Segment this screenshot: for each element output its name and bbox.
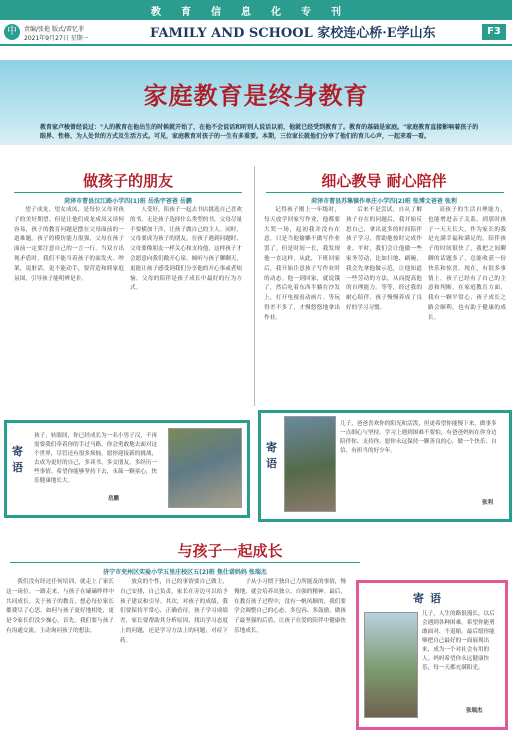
article2-byline: 菏泽市曹县苏集镇作单庄小学四(2)班 张博文爸爸 张利 xyxy=(311,198,457,205)
article1-column-1: 望子成龙、望女成凤，是每位父母对孩子的美好期望。但是让他们成龙成凤又谈何容易，孩子的教育问题是摆在父母面前的一道难题。孩子的模仿能力很强，父母在孩子面前一定要注意自己的一言一行。当双方出现矛盾时，我们不能当着孩子的面发火、吵架，说脏话，更不能动手，要营造和睦家庭氛围，引导孩子能明辨是非。 xyxy=(14,207,124,282)
newspaper-logo-icon: 中 xyxy=(4,24,20,40)
article1-byline: 菏泽市曹县汉江路小学四(1)班 岳浩宇爸爸 岳鹏 xyxy=(64,198,192,205)
article1-divider xyxy=(14,192,242,193)
page-title: FAMILY AND SCHOOL 家校连心桥·E学山东 xyxy=(150,26,436,41)
article2-column-2: 后来不是尝试，自从了解孩子存在的问题后，我开始反思自己，拿出更多的时间陪伴孩子学习，帮助他按时完成作业。平时，我们会让他做一些家务劳动，比如扫地、刷碗，我会先拿他做示范，让他知道一些劳动的方法，从而提高他的自理能力。等等，经过我的耐心陪伴，孩子慢慢养成了良好的学习习惯。 xyxy=(346,207,422,311)
message-2-text: 儿子，爸爸喜欢你的阳光和活泼，但更希望你能慢下来，做事多一点细心与坚持。学习上遇到困难不要怕，有爸爸妈妈在你身边陪伴你、支持你。愿你永远保持一颗善良的心，做一个快乐、自信、有担当的好少年。 xyxy=(340,421,497,454)
family-photo-3 xyxy=(364,612,418,718)
column-divider xyxy=(254,166,255,406)
article3-column-1: 我们没有经过任何培训，就走上了家长这一岗位。一路走来，与孩子在磕磕绊绊中共同成长。关于孩子的教育，想必每位家长都费尽了心思。如何与孩子更好地相处，更是令家长们没少操心。首先，我们要与孩子有沟通交流，主动询问孩子的想法。 xyxy=(6,579,114,634)
article2-title: 细心教导 耐心陪伴 xyxy=(321,172,447,190)
message-3-signature: 张瑞杰 xyxy=(466,708,483,714)
article3-byline: 济宁市兖州区实验小学五里庄校区五(2)班 焦仕诺妈妈 张瑞杰 xyxy=(103,569,267,576)
message-1-signature: 岳鹏 xyxy=(108,496,120,502)
issue-date: 2021年9月27日 星期一 xyxy=(24,35,89,42)
article3-column-2: 放众的个性，自己的事情要自己做主，自己安排，自己负责，家长在旁边可以给予孩子建议和引导。其次，对孩子的成绩，我们要保持平常心，正确看待。孩子学习成绩差，家长要帮助其分析原因，找出学习态度上的问题，还是学习方法上的问题，对症下药。 xyxy=(120,579,228,644)
article2-divider xyxy=(266,192,504,193)
editor-credit: 责编/张艳 版式/雷忆菲 xyxy=(24,26,84,33)
message-3-label: 寄语 xyxy=(413,592,447,605)
page-number-badge: F3 xyxy=(482,24,506,40)
article2-column-1: 记得孩子刚上一年级时，每天放学回家写作业，他都要大哭一场，起初我并没有在意，只是当他偷懒不做写作业罢了。但是时间一长，我发现他一直这样，从此，下班回家后，我开始注意孩子写作业时的动态。他一到回家，就说饿了，然后吃着东西半躺在沙发上，打开电视看动画片。等玩得差不多了，才慢悠悠地拿出作业。 xyxy=(264,207,340,321)
message-2-signature: 张利 xyxy=(482,500,494,506)
header-tagline: 教育信息化专刊 xyxy=(151,7,361,18)
article2-column-3: 高孩子的生活自理能力，也能增进亲子关系。到那时孩子一天天长大，作为家长的我是充满幸福和满足的。陪伴孩子的时间很快了，我把之间聊聊的话题多了，总能收获一份快乐和惊喜。现在，有很多事情上，孩子已经有了自己的主意和判断。在家庭教育方面，我有一颗平常心，孩子成长之路会顺利，也有助于健康的成长。 xyxy=(428,207,506,321)
article1-column-2: 人受好，陪孩子一起去书店挑选自己喜欢的书。无论孩子选择什么类型的书，父母尽量不要横加干涉，让孩子做自己的主人。同时，父母要成为孩子的朋友，在孩子遇到问题时，父母要像朋友一样关心和支持他，这样孩子才会愿意向我们敞开心扉。倾听与孩子聊聊天，更能让孩子感受到我们分享他的开心事或者烦恼。父母的陪伴是孩子成长中最好的行为方式。 xyxy=(130,207,242,292)
banner-intro: 教育家卢梭曾经说过："人的教育在他出生的时候就开始了，在他不会说话和听别人说话以前，他就已经受到教育了。教育的基础是家庭。"家庭教育直接影响着孩子的眼界、性格、为人处世的方式及生活方式。可见，家庭教育对孩子的一生有多重要。本期，三位家长就他们分享了他们的育儿心声，一起来看一看。 xyxy=(40,124,479,140)
header-divider xyxy=(0,44,512,46)
family-photo-2 xyxy=(284,416,336,512)
message-3-text: 儿子，人生的路很漫长，以后会遇到各种困难，希望你能勇敢面对、不退缩。最后愿你能够把自己最好的一面展现出来，成为一个对社会有用的人。妈妈希望你永远健康快乐，每一天都充满阳光。 xyxy=(422,611,495,671)
family-photo-1 xyxy=(168,428,242,508)
article3-title: 与孩子一起成长 xyxy=(177,542,283,560)
message-1-text: 孩子，转眼间，你已经成长为一名小男子汉，不再需要我们牵着你的手过马路，你会勇敢地去面对这个世界，尽管还有很多烦恼。愿你迎接新的挑战，去成为更好的自己，多读书，多交朋友，多经历一些事情。希望你能够坚持下去，永葆一颗童心，快乐健康地长大。 xyxy=(34,433,158,484)
banner-title: 家庭教育是终身教育 xyxy=(143,81,369,110)
article1-title: 做孩子的朋友 xyxy=(82,172,173,190)
message-2-label: 寄语 xyxy=(266,441,277,470)
message-1-label: 寄语 xyxy=(12,445,23,474)
article3-divider xyxy=(10,562,360,563)
article3-column-3: 子从小习惯于独自己力所能及的事情，慢慢地，就会培养出独立、自强的精神。最后，在教育孩子过程中，没有一帆风顺的，我们要学会调整自己的心态，多包容、多鼓励，做孩子最坚强的后盾，让孩子在爱的陪伴中健康快乐地成长。 xyxy=(234,579,346,634)
